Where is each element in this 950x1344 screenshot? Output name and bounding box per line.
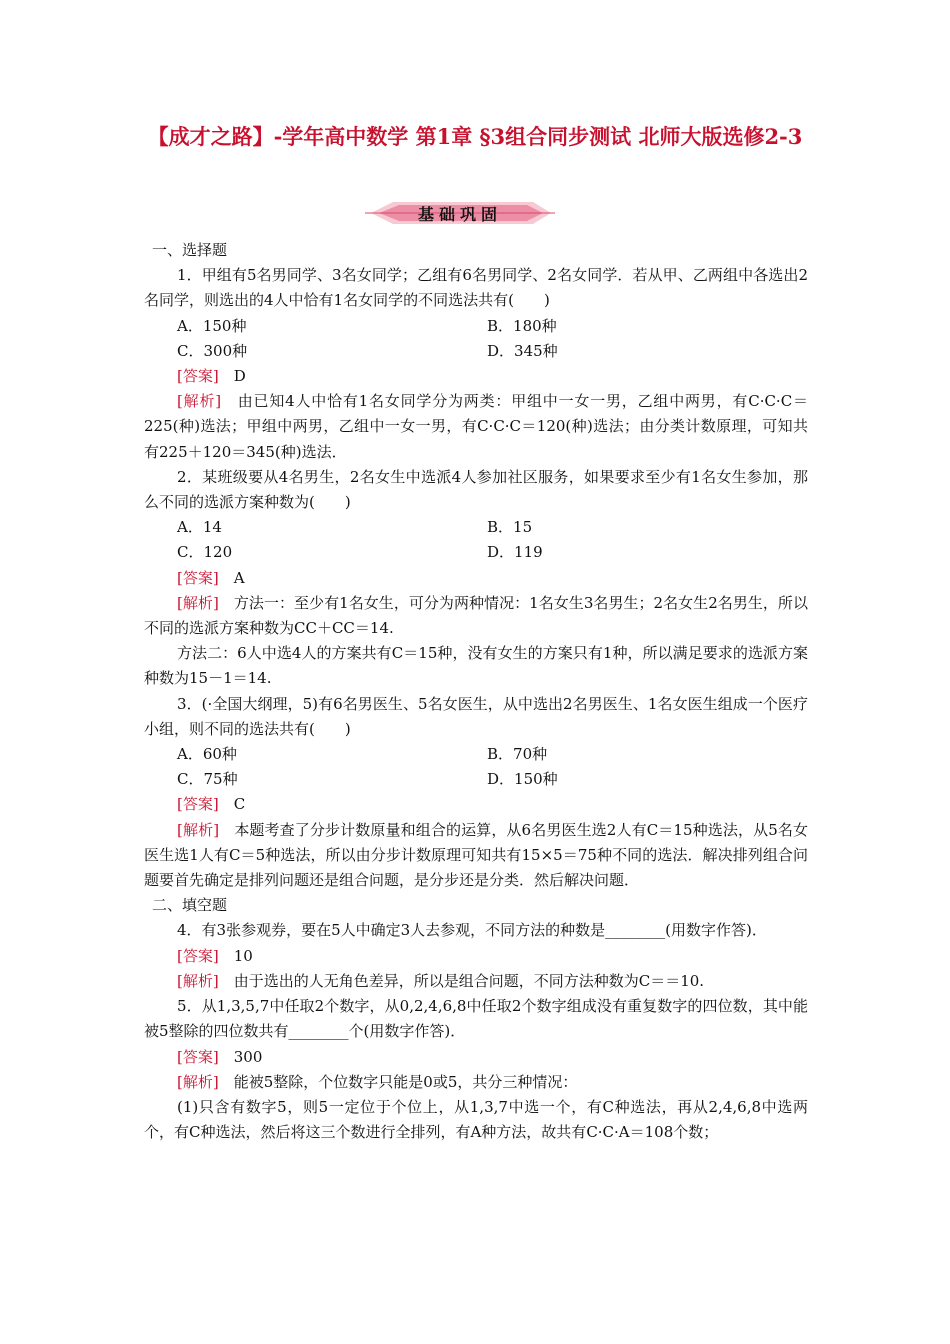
analysis-tag: [解析] [177,820,220,839]
analysis-line [144,818,808,894]
option-b: B．15 [487,518,533,537]
analysis-text: 能被5整除，个位数字只能是0或5，共分三种情况： [233,1072,578,1091]
analysis-text: 本题考查了分步计数原量和组合的运算，从6名男医生选2人有C＝15种选法，从5名女医生选1人有C＝5种选法，所以由分步计数原理可知共有15×5＝75种不同的选法．解决排列组合问题要首先确定是排列问题还是组合问题，是分步还是分类．然后解决问题． [144,820,808,890]
analysis-continued: (1)只含有数字5，则5一定位于个位上，从1,3,7中选一个，有C种选法，再从2,4,6,8中选两个，有C种选法，然后将这三个数进行全排列，有A种方法，故共有C·C·A＝108个数； [144,1097,808,1142]
analysis-tag: [解析] [177,392,222,411]
answer-value: D [233,367,246,386]
section-heading: 一、选择题 [152,241,228,259]
answer-value: 300 [233,1047,263,1066]
option-a: A．14 [177,518,222,537]
analysis-tag: [解析] [177,593,219,612]
answer-line [144,944,808,969]
option-b: B．70种 [487,745,548,764]
answer-tag: [答案] [177,1047,219,1066]
answer-line [144,792,808,817]
answer-value: 10 [233,946,253,965]
option-b: B．180种 [487,316,557,335]
answer-value: A [233,568,245,587]
option-a: A．60种 [177,745,237,764]
section-banner [365,199,555,227]
analysis-line [144,969,808,994]
question-1-options-row2 [144,339,808,364]
answer-value: C [233,795,246,814]
question-2-stem: 2．某班级要从4名男生，2名女生中选派4人参加社区服务，如果要求至少有1名女生参加，那么不同的选派方案种数为( ) [144,467,808,512]
analysis-text: 由已知4人中恰有1名女同学分为两类：甲组中一女一男，乙组中两男，有C·C·C＝225(种)选法；甲组中两男，乙组中一女一男，有C·C·C＝120(种)选法；由分类计数原理，可知共有225＋120＝345(种)选法． [144,392,808,461]
answer-line [144,364,808,389]
answer-line [144,566,808,591]
answer-tag: [答案] [177,795,219,814]
option-d: D．150种 [487,770,558,789]
analysis-line [144,389,808,465]
banner-label: 基础巩固 [417,205,502,224]
question-2-options-row2 [144,540,808,565]
question-2-options-row1 [144,515,808,540]
question-3-stem: 3．(·全国大纲理，5)有6名男医生、5名女医生，从中选出2名男医生、1名女医生组成一个医疗小组，则不同的选法共有( ) [144,694,808,738]
question-1-stem: 1．甲组有5名男同学、3名女同学；乙组有6名男同学、2名女同学．若从甲、乙两组中各选出2名同学，则选出的4人中恰有1名女同学的不同选法共有( ) [144,266,808,310]
question-1-options-row1 [144,314,808,339]
document-title: 【成才之路】-学年高中数学 第1章 §3组合同步测试 北师大版选修2-3 [147,124,803,149]
option-d: D．345种 [487,341,558,360]
option-c: C．75种 [177,770,238,789]
document-body [144,238,808,1145]
analysis-text: 方法一：至少有1名女生，可分为两种情况：1名女生3名男生；2名女生2名男生，所以不同的选派方案种数为CC＋CC＝14. [144,593,808,638]
analysis-tag: [解析] [177,1072,219,1091]
question-3-options-row1 [144,742,808,767]
option-c: C．120 [177,543,233,562]
analysis-line [144,1070,808,1095]
answer-tag: [答案] [177,568,219,587]
answer-tag: [答案] [177,946,219,965]
option-d: D．119 [487,543,543,562]
answer-line [144,1045,808,1070]
question-4-stem: 4．有3张参观券，要在5人中确定3人去参观，不同方法的种数是________(用数字作答)． [177,921,767,940]
analysis-text: 由于选出的人无角色差异，所以是组合问题，不同方法种数为C＝＝10. [233,971,705,990]
analysis-tag: [解析] [177,971,219,990]
section-heading: 二、填空题 [152,896,228,915]
analysis-line [144,591,808,641]
option-a: A．150种 [177,316,247,335]
analysis-continued: 方法二：6人中选4人的方案共有C＝15种，没有女生的方案只有1种，所以满足要求的选派方案种数为15－1＝14. [144,644,808,688]
option-c: C．300种 [177,341,248,360]
question-3-options-row2 [144,767,808,792]
question-5-stem: 5．从1,3,5,7中任取2个数字，从0,2,4,6,8中任取2个数字组成没有重复数字的四位数，其中能被5整除的四位数共有________个(用数字作答)． [144,997,808,1041]
answer-tag: [答案] [177,367,219,386]
